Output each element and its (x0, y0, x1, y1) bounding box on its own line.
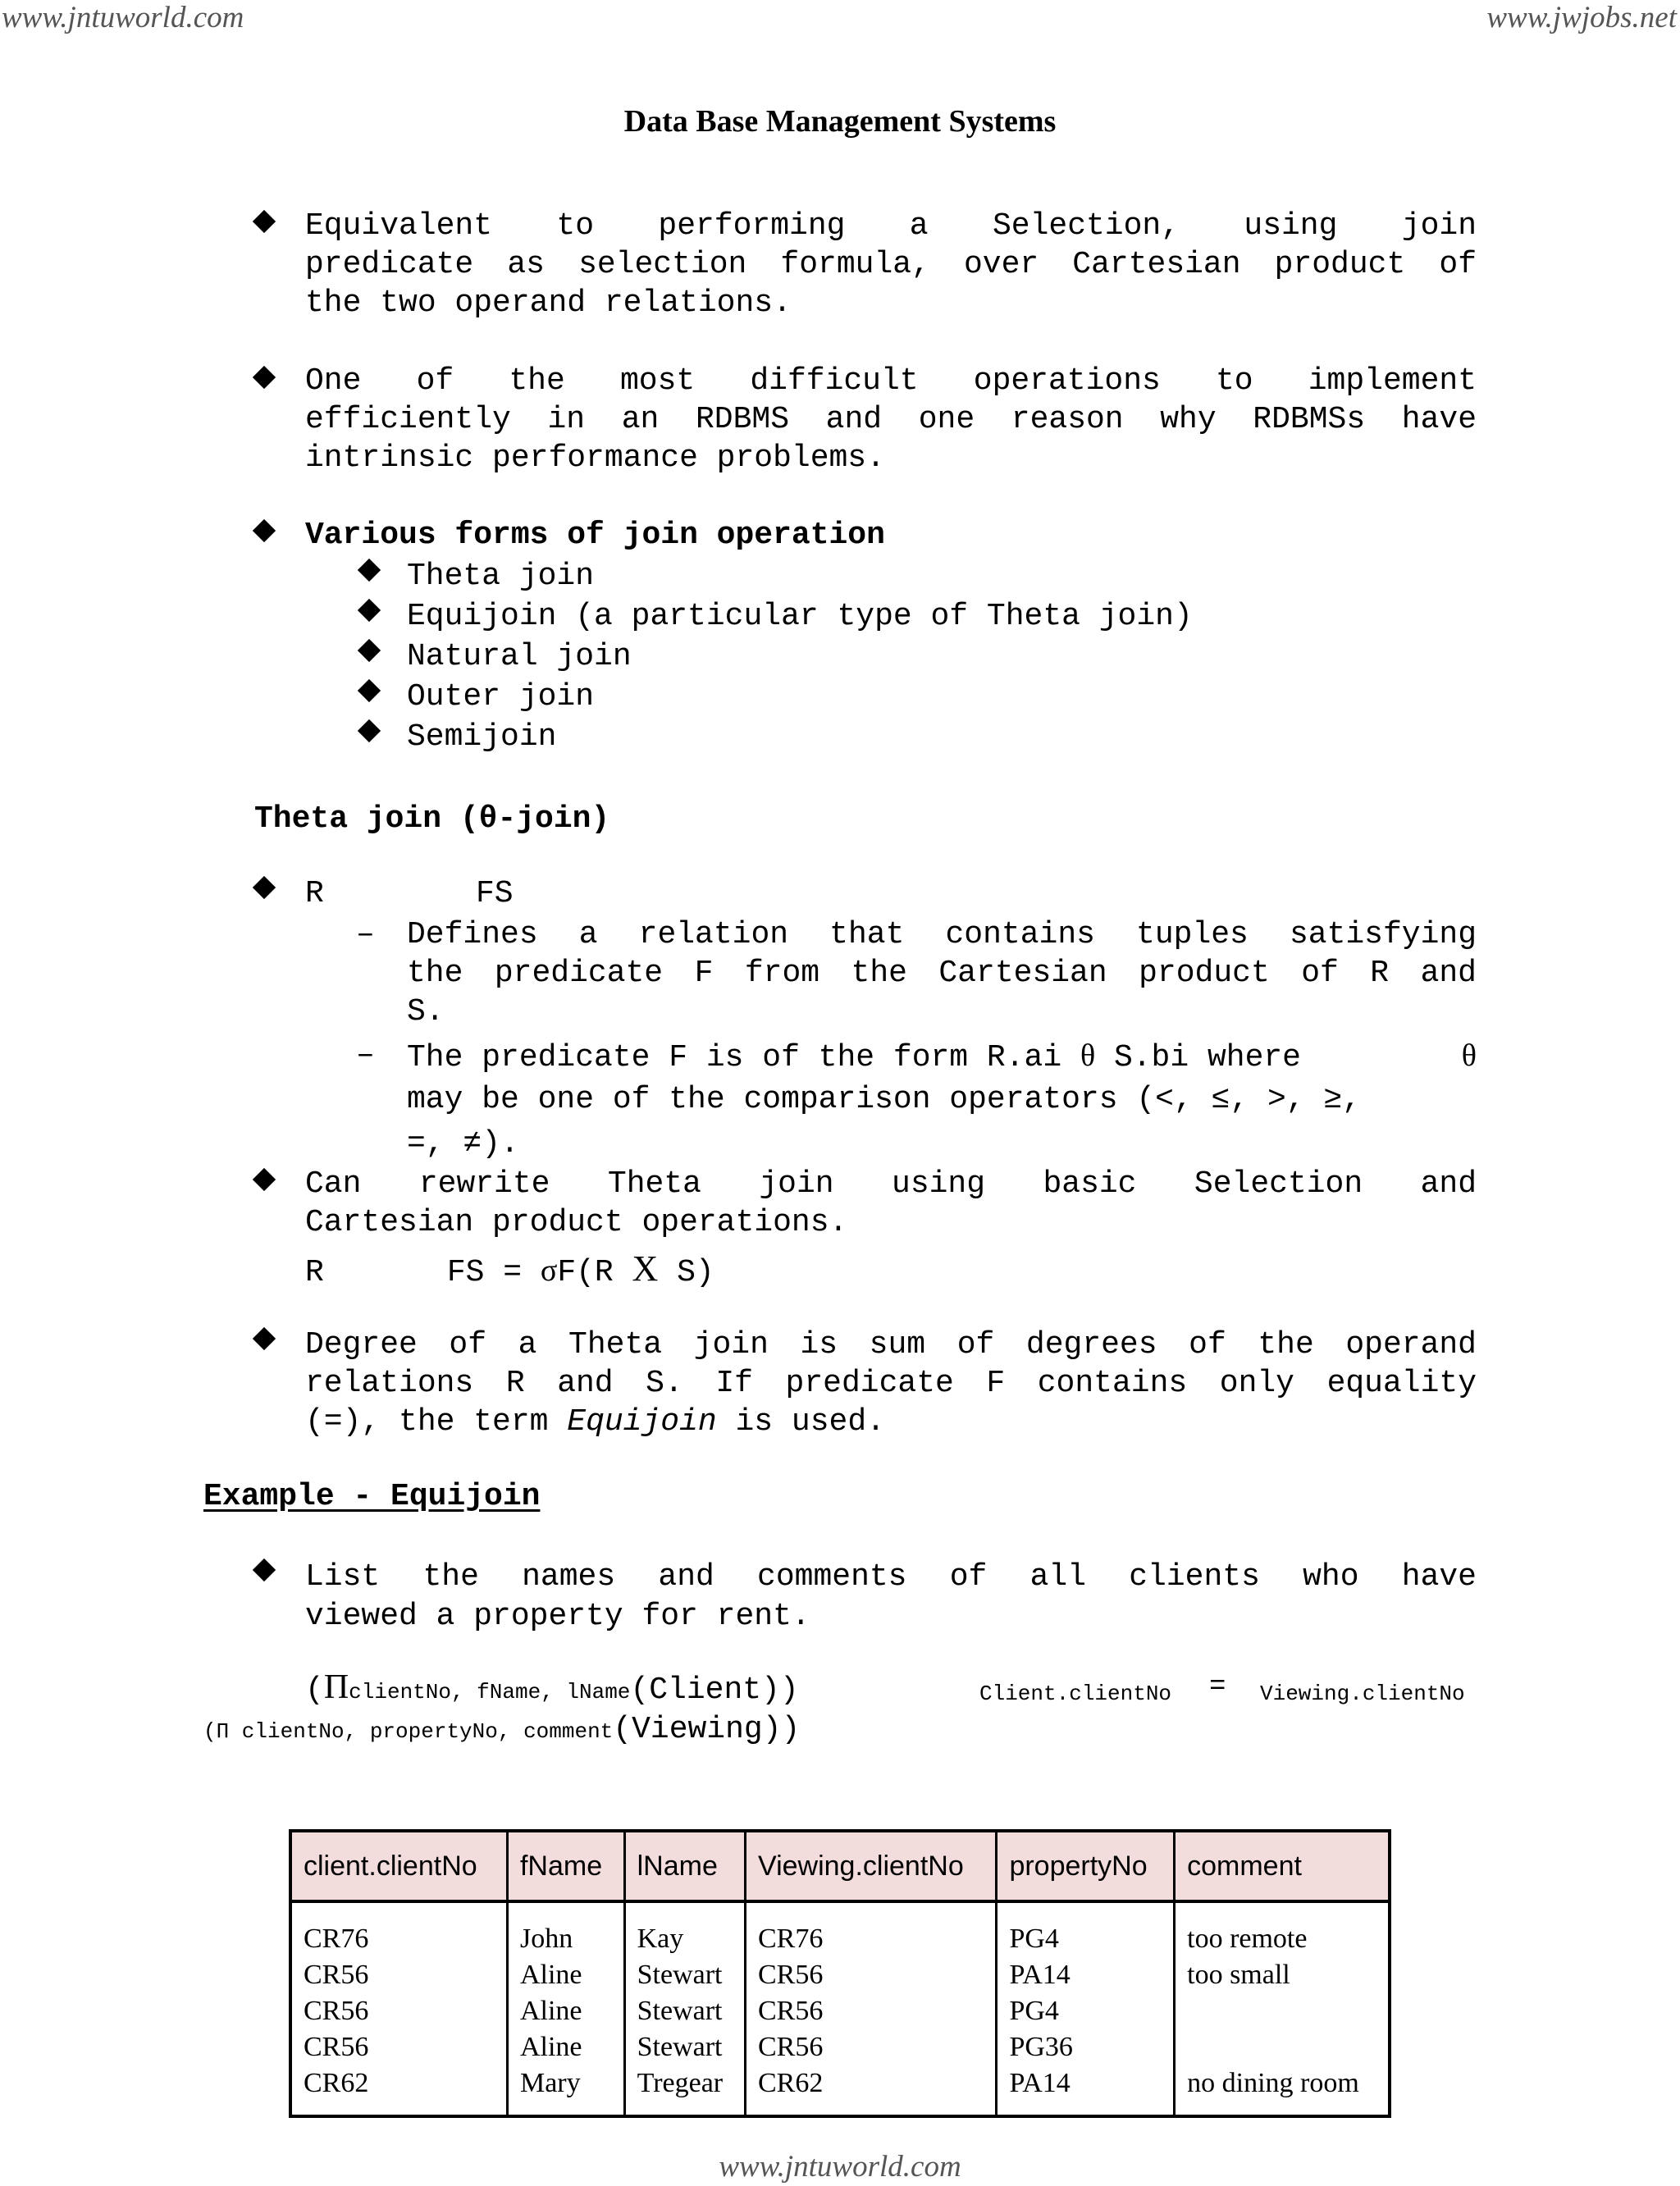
table-header-row (290, 1831, 1390, 1901)
table-cell: Stewart (624, 2029, 745, 2065)
table-cell: CR56 (290, 1993, 507, 2029)
query-line-1: (ΠclientNo, fName, lName(Client)) (305, 1668, 799, 1708)
diamond-bullet-icon (251, 1168, 276, 1193)
table-row (290, 2029, 1390, 2065)
column-header: fName (507, 1831, 624, 1901)
diamond-bullet-icon (251, 1558, 276, 1583)
table-cell: CR56 (290, 2029, 507, 2065)
diamond-bullet-icon (356, 559, 381, 583)
table-cell: Tregear (624, 2065, 745, 2116)
diamond-bullet-icon (356, 599, 381, 623)
query-line-2: (Π clientNo, propertyNo, comment(Viewing)) (203, 1712, 801, 1747)
table-cell: Kay (624, 1901, 745, 1957)
paragraph-line: the two operand relations. (305, 285, 792, 321)
paragraph-line: S. (407, 994, 445, 1029)
join-condition-left: Client.clientNo (979, 1682, 1172, 1706)
paragraph-line: One of the most difficult operations to implement (305, 363, 1477, 399)
diamond-bullet-icon (356, 719, 381, 744)
diamond-bullet-icon (251, 366, 276, 390)
paragraph-line: the predicate F from the Cartesian product of R and (407, 956, 1477, 991)
table-cell: Stewart (624, 1993, 745, 2029)
dash-icon: – (356, 1038, 375, 1073)
table-row (290, 1901, 1390, 1957)
table-row (290, 1957, 1390, 1993)
table-cell: CR56 (290, 1957, 507, 1993)
paragraph-line: relations R and S. If predicate F contains only equality (305, 1366, 1477, 1401)
list-item: Semijoin (407, 719, 557, 755)
table-cell: CR76 (290, 1901, 507, 1957)
paragraph-line: may be one of the comparison operators (<, ≤, >, ≥, (407, 1082, 1361, 1117)
column-header: comment (1175, 1831, 1390, 1901)
paragraph-line: viewed a property for rent. (305, 1599, 810, 1634)
column-header: Viewing.clientNo (746, 1831, 997, 1901)
paragraph-line: Cartesian product operations. (305, 1205, 848, 1240)
section-heading: Theta join (θ-join) (254, 801, 610, 837)
diamond-bullet-icon (356, 679, 381, 704)
diamond-bullet-icon (251, 876, 276, 901)
formula: R FS = σF(R X S) (305, 1248, 714, 1290)
table-cell: PA14 (997, 2065, 1175, 2116)
diamond-bullet-icon (251, 210, 276, 235)
result-table (289, 1829, 1391, 2118)
diamond-bullet-icon (251, 1327, 276, 1352)
diamond-bullet-icon (356, 639, 381, 664)
page-title: Data Base Management Systems (623, 104, 1057, 139)
theta-expression-fs: FS (476, 876, 514, 911)
join-condition-eq: = (1209, 1672, 1226, 1703)
column-header: lName (624, 1831, 745, 1901)
paragraph-line: Can rewrite Theta join using basic Selection and (305, 1166, 1477, 1202)
table-cell: too small (1187, 1960, 1290, 1990)
table-cell: John (507, 1901, 624, 1957)
table-cell: CR76 (746, 1901, 997, 1957)
paragraph-line: predicate as selection formula, over Cartesian product of (305, 247, 1477, 282)
forms-heading: Various forms of join operation (305, 518, 885, 553)
watermark-bottom: www.jntuworld.com (719, 2150, 961, 2184)
table-cell: Stewart (624, 1957, 745, 1993)
table-cell: CR56 (746, 1957, 997, 1993)
join-condition-right: Viewing.clientNo (1260, 1682, 1465, 1706)
paragraph-line: Equivalent to performing a Selection, using join (305, 208, 1477, 244)
paragraph-line: =, ≠). (407, 1126, 519, 1161)
diamond-bullet-icon (251, 519, 276, 544)
table-row (290, 1993, 1390, 2029)
paragraph-line: Defines a relation that contains tuples satisfying (407, 917, 1477, 952)
list-item: Natural join (407, 639, 632, 674)
list-item: Theta join (407, 559, 595, 594)
paragraph-line: The predicate F is of the form R.ai θ S.bi where θ (407, 1038, 1477, 1075)
table-cell: Aline (507, 1957, 624, 1993)
table-cell: CR62 (746, 2065, 997, 2116)
theta-symbol: θ (1080, 1038, 1096, 1073)
watermark-top-right: www.jwjobs.net (1486, 1, 1677, 34)
table-cell: PG4 (997, 1901, 1175, 1957)
list-item: Equijoin (a particular type of Theta join) (407, 599, 1193, 634)
table-cell: too remote (1187, 1924, 1308, 1954)
paragraph-line: intrinsic performance problems. (305, 440, 885, 476)
table-cell: no dining room (1187, 2068, 1359, 2098)
table-row (290, 2065, 1390, 2116)
table-cell: Aline (507, 2029, 624, 2065)
table-cell (1175, 2029, 1390, 2065)
table-cell: PA14 (997, 1957, 1175, 1993)
column-header: propertyNo (997, 1831, 1175, 1901)
theta-symbol: θ (1461, 1038, 1477, 1073)
column-header: client.clientNo (290, 1831, 507, 1901)
section-heading: Example - Equijoin (203, 1479, 541, 1514)
table-cell: CR56 (746, 2029, 997, 2065)
theta-expression-r: R (305, 876, 324, 911)
paragraph-line: efficiently in an RDBMS and one reason why RDBMSs have (305, 402, 1477, 437)
list-item: Outer join (407, 679, 595, 714)
table-cell: Aline (507, 1993, 624, 2029)
watermark-top-left: www.jntuworld.com (2, 1, 244, 34)
paragraph-line: (=), the term Equijoin is used. (305, 1404, 885, 1440)
paragraph-line: List the names and comments of all clients who have (305, 1559, 1477, 1595)
table-cell: CR62 (290, 2065, 507, 2116)
table-cell: Mary (507, 2065, 624, 2116)
table-cell: PG4 (997, 1993, 1175, 2029)
table-cell: CR56 (746, 1993, 997, 2029)
table-cell: PG36 (997, 2029, 1175, 2065)
table-cell (1175, 1993, 1390, 2029)
dash-icon: – (356, 917, 375, 952)
paragraph-line: Degree of a Theta join is sum of degrees of the operand (305, 1327, 1477, 1362)
